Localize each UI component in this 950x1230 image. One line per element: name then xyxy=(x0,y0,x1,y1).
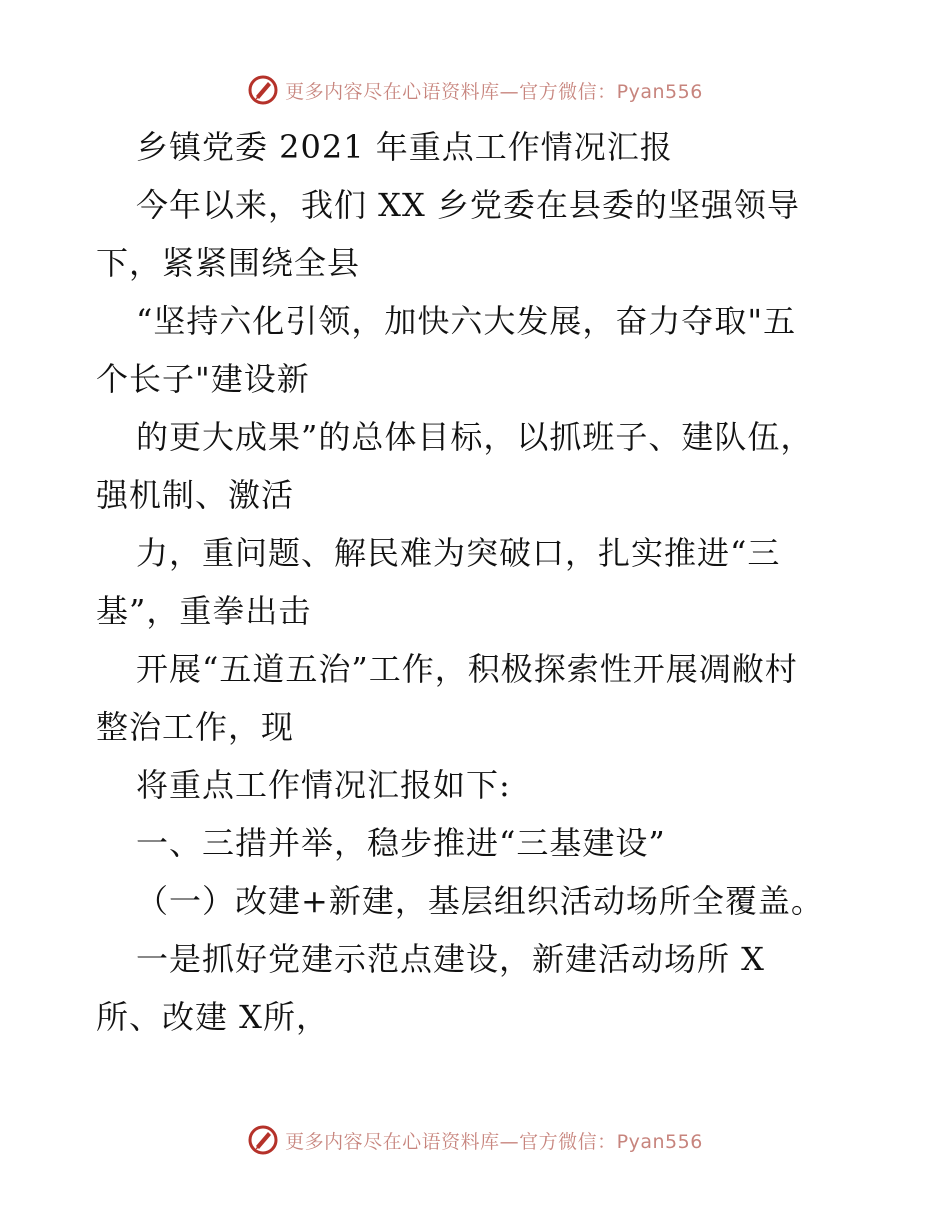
document-line: 力，重问题、解民难为突破口，扎实推进“三 xyxy=(136,534,781,572)
document-line: “坚持六化引领，加快六大发展，奋力夺取"五 xyxy=(136,302,797,340)
document-line: 下，紧紧围绕全县 xyxy=(96,244,361,282)
document-line: 整治工作，现 xyxy=(96,708,295,746)
document-line: 一、三措并举，稳步推进“三基建设” xyxy=(136,824,666,862)
document-line: 一是抓好党建示范点建设，新建活动场所 X xyxy=(136,940,765,978)
document-line: （一）改建+新建，基层组织活动场所全覆盖。 xyxy=(136,882,824,920)
watermark-text: 更多内容尽在心语资料库—官方微信：Pyan556 xyxy=(285,1130,703,1153)
logo-icon xyxy=(247,1124,279,1156)
document-line: 所、改建 X所， xyxy=(96,998,329,1036)
logo-icon xyxy=(247,74,279,106)
document-body xyxy=(96,118,856,1046)
document-line: 将重点工作情况汇报如下: xyxy=(136,766,511,804)
watermark-banner-bottom xyxy=(0,1120,950,1160)
document-line: 基”，重拳出击 xyxy=(96,592,312,630)
watermark-text: 更多内容尽在心语资料库—官方微信：Pyan556 xyxy=(285,80,703,103)
document-line: 今年以来，我们 XX 乡党委在县委的坚强领导 xyxy=(136,186,800,224)
document-line: 乡镇党委 2021 年重点工作情况汇报 xyxy=(136,128,673,166)
document-line: 的更大成果”的总体目标，以抓班子、建队伍， xyxy=(136,418,814,456)
document-line: 个长子"建设新 xyxy=(96,360,310,398)
document-line: 强机制、激活 xyxy=(96,476,295,514)
document-line: 开展“五道五治”工作，积极探索性开展凋敝村 xyxy=(136,650,798,688)
watermark-banner-top xyxy=(0,70,950,110)
